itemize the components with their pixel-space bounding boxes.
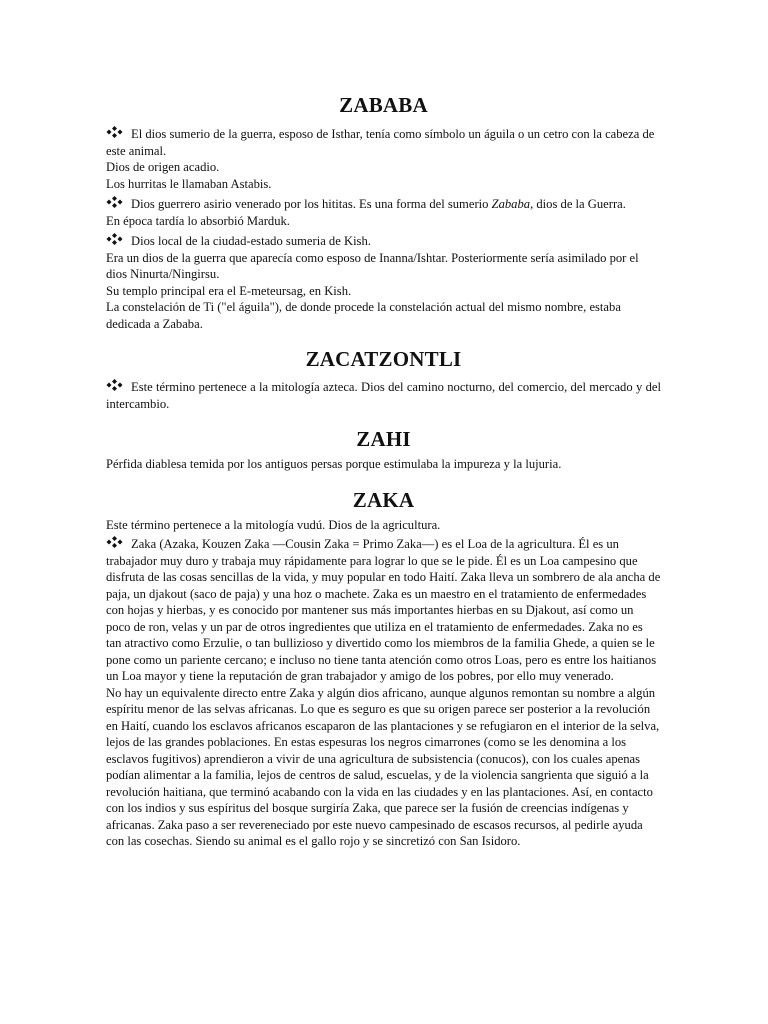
zababa-heading: ZABABA bbox=[339, 93, 428, 117]
zaka-bullet-1 bbox=[106, 536, 661, 685]
zahi-heading: ZAHI bbox=[356, 427, 411, 451]
zababa-line-3: En época tardía lo absorbió Marduk. bbox=[106, 213, 290, 228]
zababa-bullet-1 bbox=[106, 126, 661, 159]
zababa-line-5: Su templo principal era el E-meteursag, en Kish. bbox=[106, 283, 352, 298]
zababa-bullet-3-text: Dios local de la ciudad-estado sumeria de Kish. bbox=[131, 234, 371, 248]
zacatzontli-bullet-1 bbox=[106, 379, 661, 412]
zababa-line-2: Los hurritas le llamaban Astabis. bbox=[106, 176, 272, 191]
zaka-line-1: Este término pertenece a la mitología vudú. Dios de la agricultura. bbox=[106, 517, 441, 532]
four-diamond-bullet-icon bbox=[106, 196, 123, 208]
zababa-bullet-2-text-a: Dios guerrero asirio venerado por los hititas. Es una forma del sumerio bbox=[131, 197, 492, 211]
zababa-line-1: Dios de origen acadio. bbox=[106, 160, 220, 174]
zahi-line-1: Pérfida diablesa temida por los antiguos persas porque estimulaba la impureza y la lujuria. bbox=[106, 457, 562, 471]
four-diamond-bullet-icon bbox=[106, 536, 123, 548]
zababa-bullet-2-emphasis: Zababa bbox=[491, 197, 531, 211]
four-diamond-bullet-icon bbox=[106, 233, 123, 245]
zacatzontli-heading: ZACATZONTLI bbox=[305, 347, 462, 371]
zaka-bullet-1-text: Zaka (Azaka, Kouzen Zaka —Cousin Zaka = Primo Zaka—) es el Loa de la agricultura. Él es un trabajador muy duro y trabaja muy rápidamente para lograr lo que se le pide. Él es un Loa campesino que disfruta de las cosas sencillas de la vida, y muy popular en todo Haití. Zaka lleva un sombrero de ala ancha de paja, un djakout (saco de paja) y una hoz o machete. Zaka es un maestro en el tratamiento de enfermedades con hojas y hierbas, y es conocido por mantener sus más importantes hierbas en su Djakout, así como un poco de ron, velas y un par de otros ingredientes que utiliza en el tratamiento de enfermedades. Zaka no es tan atractivo como Erzulie, o tan bullizioso y divertido como los miembros de la familia Ghede, a quien se le pone como un pariente cercano; e incluso no tiene tanta atención como otros Loas, pero es entre los haitianos un Loa mayor y tiene la reputación de gran trabajador y amigo de los pobres, por ello muy venerado. bbox=[106, 537, 661, 683]
zaka-line-2: No hay un equivalente directo entre Zaka y algún dios africano, aunque algunos remontan su nombre a algún espíritu menor de las selvas africanas. Lo que es seguro es que su origen parece ser posterior a la revolución en Haití, cuando los esclavos africanos escaparon de las plantaciones y se refugiaron en el interior de la selva, lejos de las grandes poblaciones. En estas espesuras los negros cimarrones (como se les denomina a los esclavos fugitivos) aprendieron a vivir de una agricultura de subsistencia (conucos), con los cuales apenas podían alimentar a la familia, lejos de centros de salud, escuelas, y de la violencia sangrienta que siguió a la revolución haitiana, que terminó acabando con la vida en las ciudades y en las plantaciones. Así, en contacto con los indios y sus espíritus del bosque surgiría Zaka, que parece ser la fusión de creencias indígenas y africanas. Zaka paso a ser revereneciado por este nuevo campesinado de escasos recursos, al pedirle ayuda con las cosechas. Siendo su animal es el gallo rojo y se sincretizó con San Isidoro. bbox=[106, 685, 660, 848]
zababa-bullet-2-text-b: , dios de la Guerra. bbox=[530, 197, 626, 211]
zacatzontli-bullet-1-text: Este término pertenece a la mitología azteca. Dios del camino nocturno, del comercio, del mercado y del intercambio. bbox=[106, 380, 661, 411]
zababa-line-4: Era un dios de la guerra que aparecía como esposo de Inanna/Ishtar. Posteriormente sería asimilado por el dios Ninurta/Ningirsu. bbox=[106, 250, 639, 281]
zababa-bullet-1-text: El dios sumerio de la guerra, esposo de Isthar, tenía como símbolo un águila o un cetro con la cabeza de este animal. bbox=[106, 127, 655, 158]
four-diamond-bullet-icon bbox=[106, 379, 123, 391]
four-diamond-bullet-icon bbox=[106, 126, 123, 138]
zababa-bullet-3 bbox=[106, 233, 661, 250]
zababa-bullet-2 bbox=[106, 196, 661, 213]
zaka-heading: ZAKA bbox=[352, 487, 415, 512]
zababa-line-6: La constelación de Ti ("el águila"), de donde procede la constelación actual del mismo nombre, estaba dedicada a Zababa. bbox=[106, 300, 621, 331]
document-page bbox=[106, 92, 661, 850]
